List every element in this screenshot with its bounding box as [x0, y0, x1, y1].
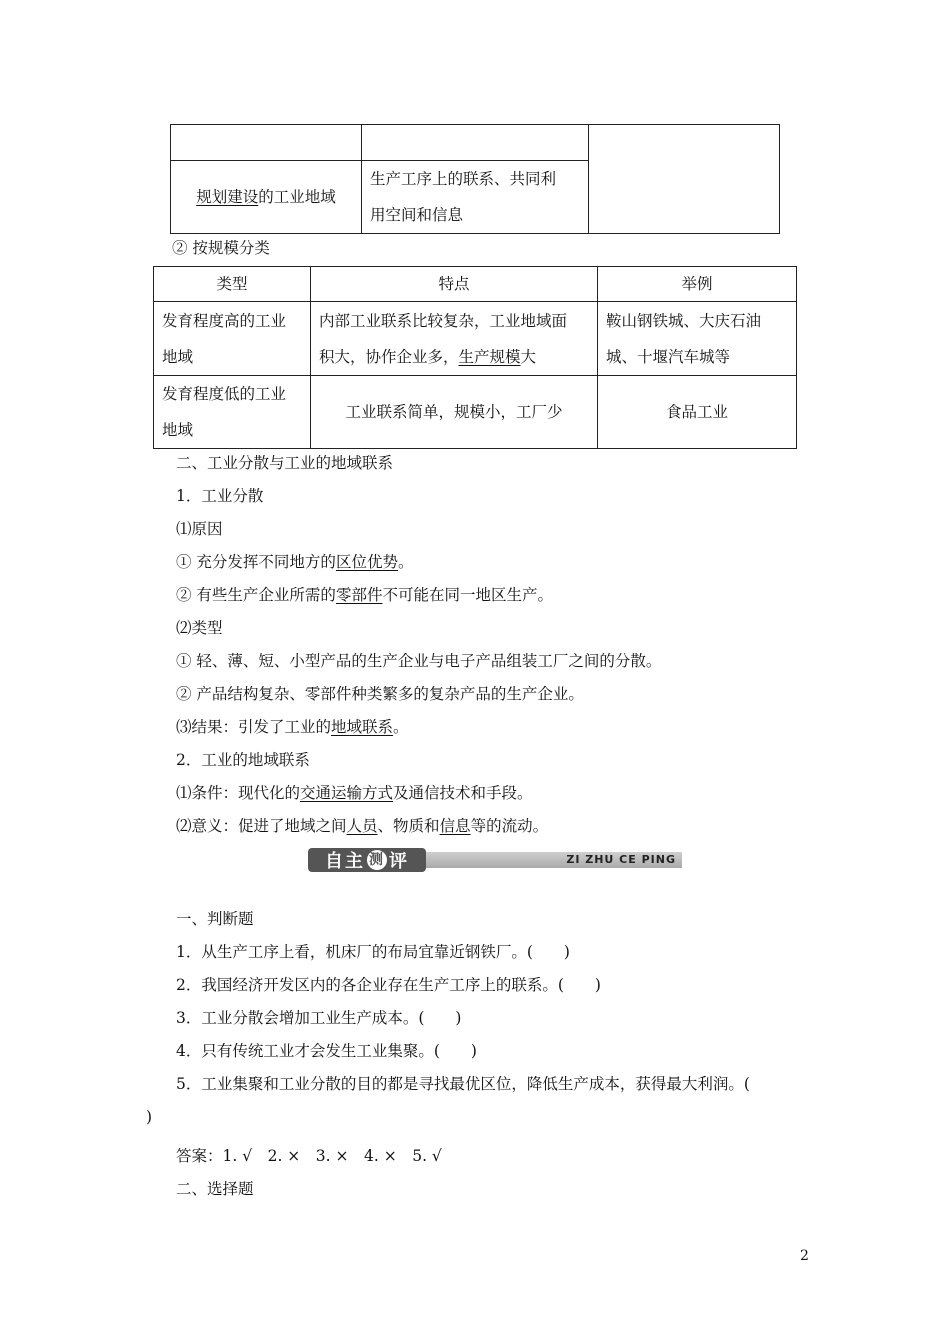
list-item: ⑵意义：促进了地域之间人员、物质和信息等的流动。 — [176, 817, 549, 835]
section-title: 二、工业分散与工业的地域联系 — [176, 454, 394, 472]
table-cell: 规划建设的工业地域 — [171, 161, 362, 234]
subsection-title: 1．工业分散 — [176, 487, 264, 505]
page-number: 2 — [800, 1248, 809, 1264]
answer-line: 答案：1. √ 2. × 3. × 4. × 5. √ — [176, 1147, 442, 1165]
list-item: ② 有些生产企业所需的零部件不可能在同一地区生产。 — [176, 586, 553, 604]
banner-pinyin: ZI ZHU CE PING — [566, 853, 676, 866]
quiz-question: 1．从生产工序上看，机床厂的布局宜靠近钢铁厂。( ) — [176, 943, 570, 961]
list-item: ① 轻、薄、短、小型产品的生产企业与电子产品组装工厂之间的分散。 — [176, 652, 662, 670]
quiz-question-wrap: ) — [146, 1108, 153, 1126]
quiz-question: 2．我国经济开发区内的各企业存在生产工序上的联系。( ) — [176, 976, 601, 994]
scale-classification-table — [153, 266, 797, 449]
table-cell — [362, 125, 589, 161]
scale-classification-heading: ② 按规模分类 — [172, 239, 270, 257]
underlined-term: 人员 — [346, 817, 378, 835]
list-item: ⑶结果：引发了工业的地域联系。 — [176, 718, 409, 736]
self-assessment-banner — [308, 848, 682, 872]
table-cell: 食品工业 — [598, 376, 797, 449]
item-heading: ⑵类型 — [176, 619, 223, 637]
table-cell: 生产工序上的联系、共同利 用空间和信息 — [362, 161, 589, 234]
list-item: ② 产品结构复杂、零部件种类繁多的复杂产品的生产企业。 — [176, 685, 584, 703]
table-cell — [589, 125, 780, 234]
banner-ring-char: 测 — [369, 852, 385, 868]
list-item: ⑴条件：现代化的交通运输方式及通信技术和手段。 — [176, 784, 533, 802]
quiz-question: 4．只有传统工业才会发生工业集聚。( ) — [176, 1042, 477, 1060]
header-type: 类型 — [154, 267, 311, 302]
table-cell: 鞍山钢铁城、大庆石油 城、十堰汽车城等 — [598, 302, 797, 376]
table-cell: 发育程度高的工业 地域 — [154, 302, 311, 376]
quiz-title-2: 二、选择题 — [176, 1180, 254, 1198]
underlined-term: 零部件 — [335, 586, 383, 604]
underlined-term: 生产规模 — [458, 347, 521, 366]
underlined-term: 规划建设 — [196, 188, 259, 206]
quiz-question: 5．工业集聚和工业分散的目的都是寻找最优区位，降低生产成本，获得最大利润。( — [176, 1075, 750, 1093]
table-cell: 内部工业联系比较复杂，工业地域面 积大，协作企业多，生产规模大 — [311, 302, 598, 376]
table-cell: 工业联系简单，规模小，工厂少 — [311, 376, 598, 449]
table-cell — [171, 125, 362, 161]
header-example: 举例 — [598, 267, 797, 302]
underlined-term: 地域联系 — [331, 718, 394, 736]
underlined-term: 交通运输方式 — [300, 784, 394, 802]
banner-label: 自主 测 评 — [308, 848, 426, 872]
item-heading: ⑴原因 — [176, 520, 223, 538]
header-feature: 特点 — [311, 267, 598, 302]
underlined-term: 信息 — [439, 817, 471, 835]
subsection-title: 2．工业的地域联系 — [176, 751, 310, 769]
industrial-region-table-continued — [170, 124, 780, 234]
quiz-question: 3．工业分散会增加工业生产成本。( ) — [176, 1009, 462, 1027]
table-cell: 发育程度低的工业 地域 — [154, 376, 311, 449]
quiz-title: 一、判断题 — [176, 910, 254, 928]
underlined-term: 区位优势 — [335, 553, 398, 571]
list-item: ① 充分发挥不同地方的区位优势。 — [176, 553, 414, 571]
